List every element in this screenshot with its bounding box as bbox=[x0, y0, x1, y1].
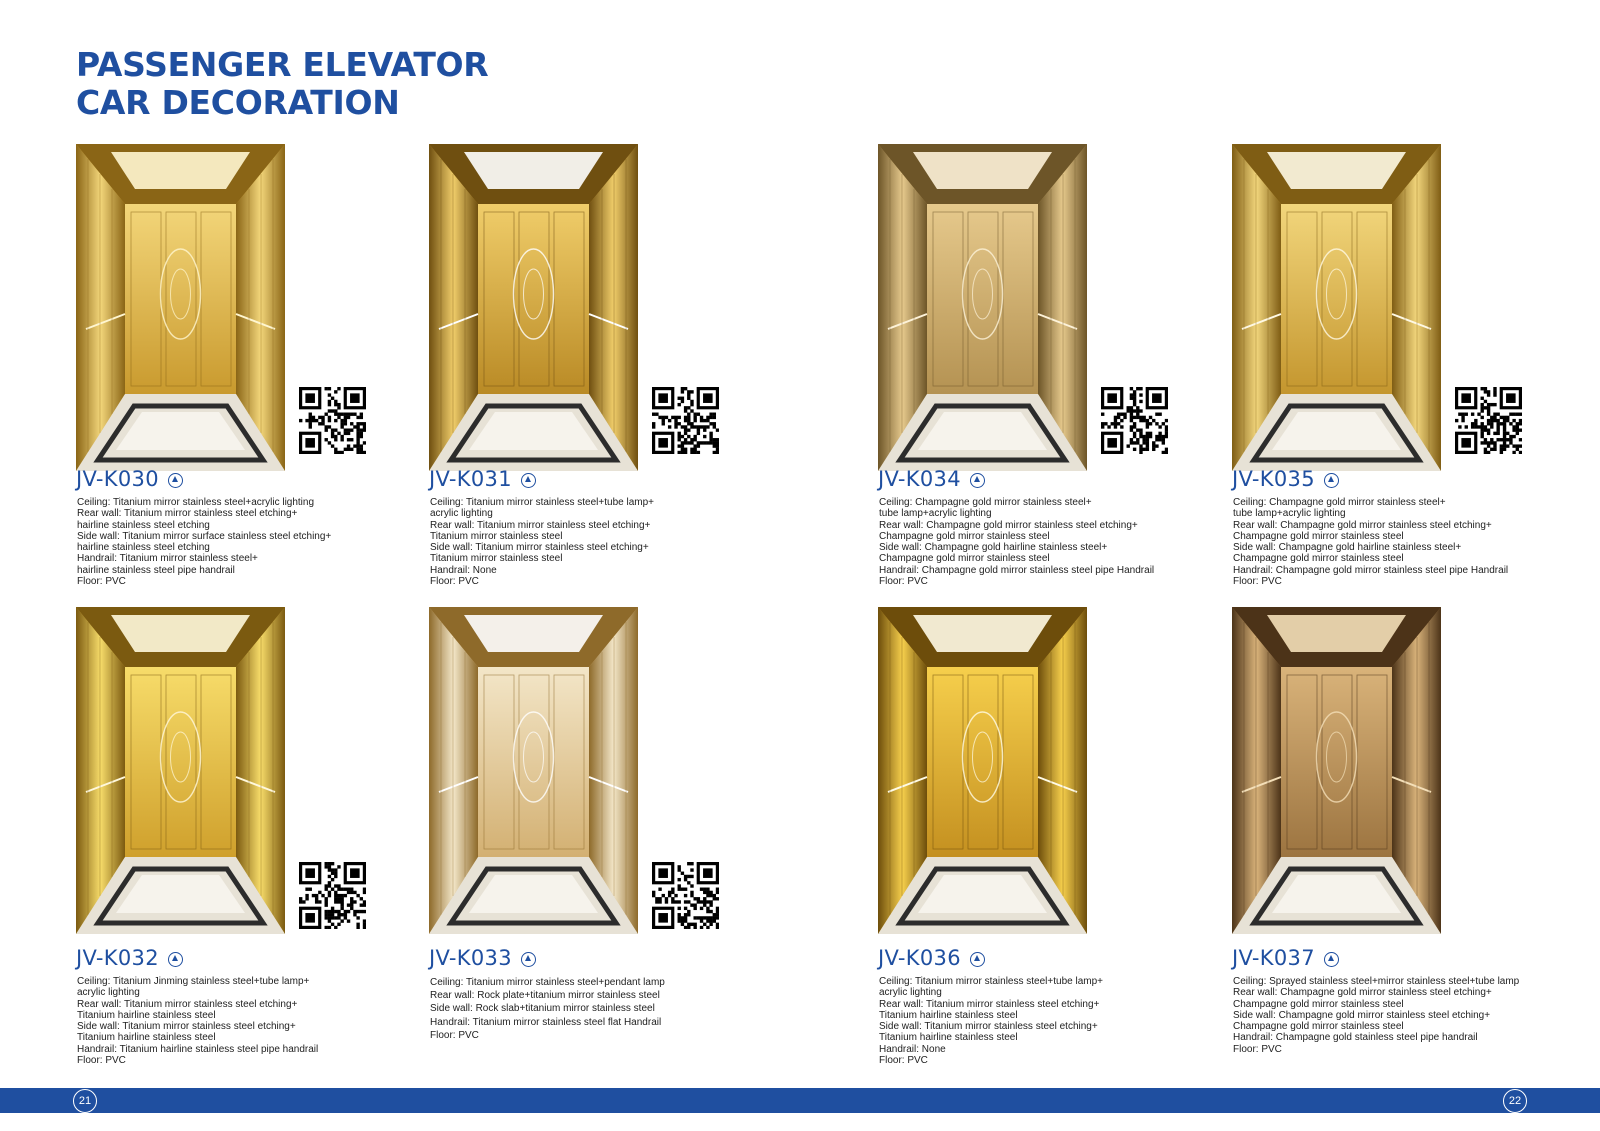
footer-bar bbox=[0, 1088, 1600, 1113]
spec-list bbox=[1233, 976, 1563, 1055]
spec-line: hairline stainless steel etching bbox=[77, 519, 210, 531]
model-number: JV-K035 bbox=[1232, 467, 1339, 491]
elevator-photo bbox=[76, 607, 285, 934]
spec-line: Side wall: Titanium mirror surface stainless steel etching+ bbox=[77, 530, 332, 542]
qr-code bbox=[299, 862, 366, 929]
page-title-line-2: CAR DECORATION bbox=[76, 83, 400, 122]
model-number: JV-K037 bbox=[1232, 946, 1339, 970]
qr-code bbox=[1101, 387, 1168, 454]
spec-line: Titanium hairline stainless steel bbox=[77, 1009, 216, 1021]
spec-line: acrylic lighting bbox=[77, 987, 140, 999]
spec-line: Floor: PVC bbox=[1233, 1043, 1282, 1055]
spec-line: Champagne gold mirror stainless steel bbox=[1233, 1021, 1404, 1033]
spec-line: Champagne gold mirror stainless steel bbox=[879, 553, 1050, 565]
spec-line: acrylic lighting bbox=[879, 987, 942, 999]
spec-line: Champagne gold mirror stainless steel bbox=[1233, 553, 1404, 565]
spec-line: Rear wall: Titanium mirror stainless steel etching+ bbox=[879, 998, 1100, 1010]
spec-line: Handrail: Champagne gold mirror stainless steel pipe Handrail bbox=[879, 564, 1155, 576]
elevator-photo bbox=[76, 144, 285, 471]
spec-line: Ceiling: Champagne gold mirror stainless steel+ bbox=[879, 497, 1092, 508]
spec-line: Floor: PVC bbox=[430, 1029, 479, 1041]
spec-line: Side wall: Champagne gold mirror stainless steel etching+ bbox=[1233, 1009, 1491, 1021]
spec-list bbox=[1233, 497, 1563, 587]
spec-line: Titanium mirror stainless steel bbox=[430, 530, 563, 542]
spec-line: tube lamp+acrylic lighting bbox=[1233, 508, 1346, 520]
elevator-photo bbox=[1232, 607, 1441, 934]
elevator-photo bbox=[878, 144, 1087, 471]
spec-line: Handrail: Titanium mirror stainless steel+ bbox=[77, 553, 258, 565]
spec-line: Titanium mirror stainless steel bbox=[430, 553, 563, 565]
elevator-photo bbox=[878, 607, 1087, 934]
model-number: JV-K030 bbox=[76, 467, 183, 491]
spec-list bbox=[430, 497, 760, 587]
spec-line: Side wall: Titanium mirror stainless steel etching+ bbox=[879, 1021, 1098, 1033]
model-number: JV-K033 bbox=[429, 946, 536, 970]
spec-line: Ceiling: Titanium mirror stainless steel+tube lamp+ bbox=[430, 497, 654, 508]
spec-line: Rear wall: Champagne gold mirror stainless steel etching+ bbox=[1233, 519, 1492, 531]
brand-mark-icon bbox=[168, 952, 183, 967]
spec-line: Floor: PVC bbox=[879, 1055, 928, 1067]
brand-mark-icon bbox=[521, 473, 536, 488]
elevator-photo bbox=[429, 607, 638, 934]
spec-list bbox=[879, 976, 1209, 1066]
spec-line: Floor: PVC bbox=[430, 576, 479, 588]
spec-line: Ceiling: Champagne gold mirror stainless steel+ bbox=[1233, 497, 1446, 508]
model-number: JV-K031 bbox=[429, 467, 536, 491]
model-number: JV-K032 bbox=[76, 946, 183, 970]
spec-line: acrylic lighting bbox=[430, 508, 493, 520]
spec-line: Champagne gold mirror stainless steel bbox=[879, 530, 1050, 542]
qr-code bbox=[652, 387, 719, 454]
spec-line: Rear wall: Titanium mirror stainless steel etching+ bbox=[77, 508, 298, 520]
spec-line: hairline stainless steel pipe handrail bbox=[77, 564, 235, 576]
spec-line: Rear wall: Champagne gold mirror stainless steel etching+ bbox=[1233, 987, 1492, 999]
qr-code bbox=[652, 862, 719, 929]
spec-line: Ceiling: Sprayed stainless steel+mirror stainless steel+tube lamp bbox=[1233, 976, 1520, 987]
spec-line: Handrail: None bbox=[430, 564, 497, 576]
elevator-photo bbox=[429, 144, 638, 471]
qr-code bbox=[1455, 387, 1522, 454]
spec-line: Ceiling: Titanium Jinming stainless steel+tube lamp+ bbox=[77, 976, 310, 987]
brand-mark-icon bbox=[970, 473, 985, 488]
brand-mark-icon bbox=[1324, 952, 1339, 967]
spec-list bbox=[77, 497, 407, 587]
spec-line: Side wall: Rock slab+titanium mirror stainless steel bbox=[430, 1003, 655, 1015]
spec-line: tube lamp+acrylic lighting bbox=[879, 508, 992, 520]
spec-line: Floor: PVC bbox=[77, 576, 126, 588]
spec-line: Side wall: Champagne gold hairline stainless steel+ bbox=[1233, 542, 1462, 554]
brand-mark-icon bbox=[970, 952, 985, 967]
spec-line: Floor: PVC bbox=[879, 576, 928, 588]
spec-line: Floor: PVC bbox=[77, 1055, 126, 1067]
page-title bbox=[76, 46, 488, 122]
spec-line: Handrail: Champagne gold stainless steel pipe handrail bbox=[1233, 1032, 1478, 1044]
elevator-photo bbox=[1232, 144, 1441, 471]
spec-line: Rear wall: Rock plate+titanium mirror stainless steel bbox=[430, 990, 660, 1002]
spec-line: Ceiling: Titanium mirror stainless steel+pendant lamp bbox=[430, 977, 665, 988]
spec-line: Rear wall: Titanium mirror stainless steel etching+ bbox=[77, 998, 298, 1010]
spec-line: Handrail: Titanium mirror stainless steel flat Handrail bbox=[430, 1016, 662, 1028]
spec-line: Rear wall: Champagne gold mirror stainless steel etching+ bbox=[879, 519, 1138, 531]
spec-line: Side wall: Champagne gold hairline stainless steel+ bbox=[879, 542, 1108, 554]
spec-line: Handrail: Titanium hairline stainless steel pipe handrail bbox=[77, 1043, 319, 1055]
spec-line: Champagne gold mirror stainless steel bbox=[1233, 530, 1404, 542]
spec-line: Handrail: None bbox=[879, 1043, 946, 1055]
brand-mark-icon bbox=[1324, 473, 1339, 488]
spec-line: Side wall: Titanium mirror stainless steel etching+ bbox=[77, 1021, 296, 1033]
spec-list bbox=[430, 976, 760, 1042]
qr-code bbox=[299, 387, 366, 454]
spec-line: Side wall: Titanium mirror stainless steel etching+ bbox=[430, 542, 649, 554]
spec-line: Rear wall: Titanium mirror stainless steel etching+ bbox=[430, 519, 651, 531]
spec-list bbox=[879, 497, 1209, 587]
spec-line: Floor: PVC bbox=[1233, 576, 1282, 588]
model-number: JV-K034 bbox=[878, 467, 985, 491]
page-number-left: 21 bbox=[73, 1089, 97, 1113]
spec-line: Titanium hairline stainless steel bbox=[77, 1032, 216, 1044]
page-number-right: 22 bbox=[1503, 1089, 1527, 1113]
spec-line: Ceiling: Titanium mirror stainless steel+tube lamp+ bbox=[879, 976, 1103, 987]
brand-mark-icon bbox=[168, 473, 183, 488]
page-title-line-1: PASSENGER ELEVATOR bbox=[76, 45, 489, 84]
spec-line: hairline stainless steel etching bbox=[77, 542, 210, 554]
spec-line: Handrail: Champagne gold mirror stainless steel pipe Handrail bbox=[1233, 564, 1509, 576]
brand-mark-icon bbox=[521, 952, 536, 967]
model-number: JV-K036 bbox=[878, 946, 985, 970]
spec-list bbox=[77, 976, 407, 1066]
spec-line: Titanium hairline stainless steel bbox=[879, 1009, 1018, 1021]
spec-line: Titanium hairline stainless steel bbox=[879, 1032, 1018, 1044]
spec-line: Champagne gold mirror stainless steel bbox=[1233, 998, 1404, 1010]
spec-line: Ceiling: Titanium mirror stainless steel+acrylic lighting bbox=[77, 497, 315, 508]
